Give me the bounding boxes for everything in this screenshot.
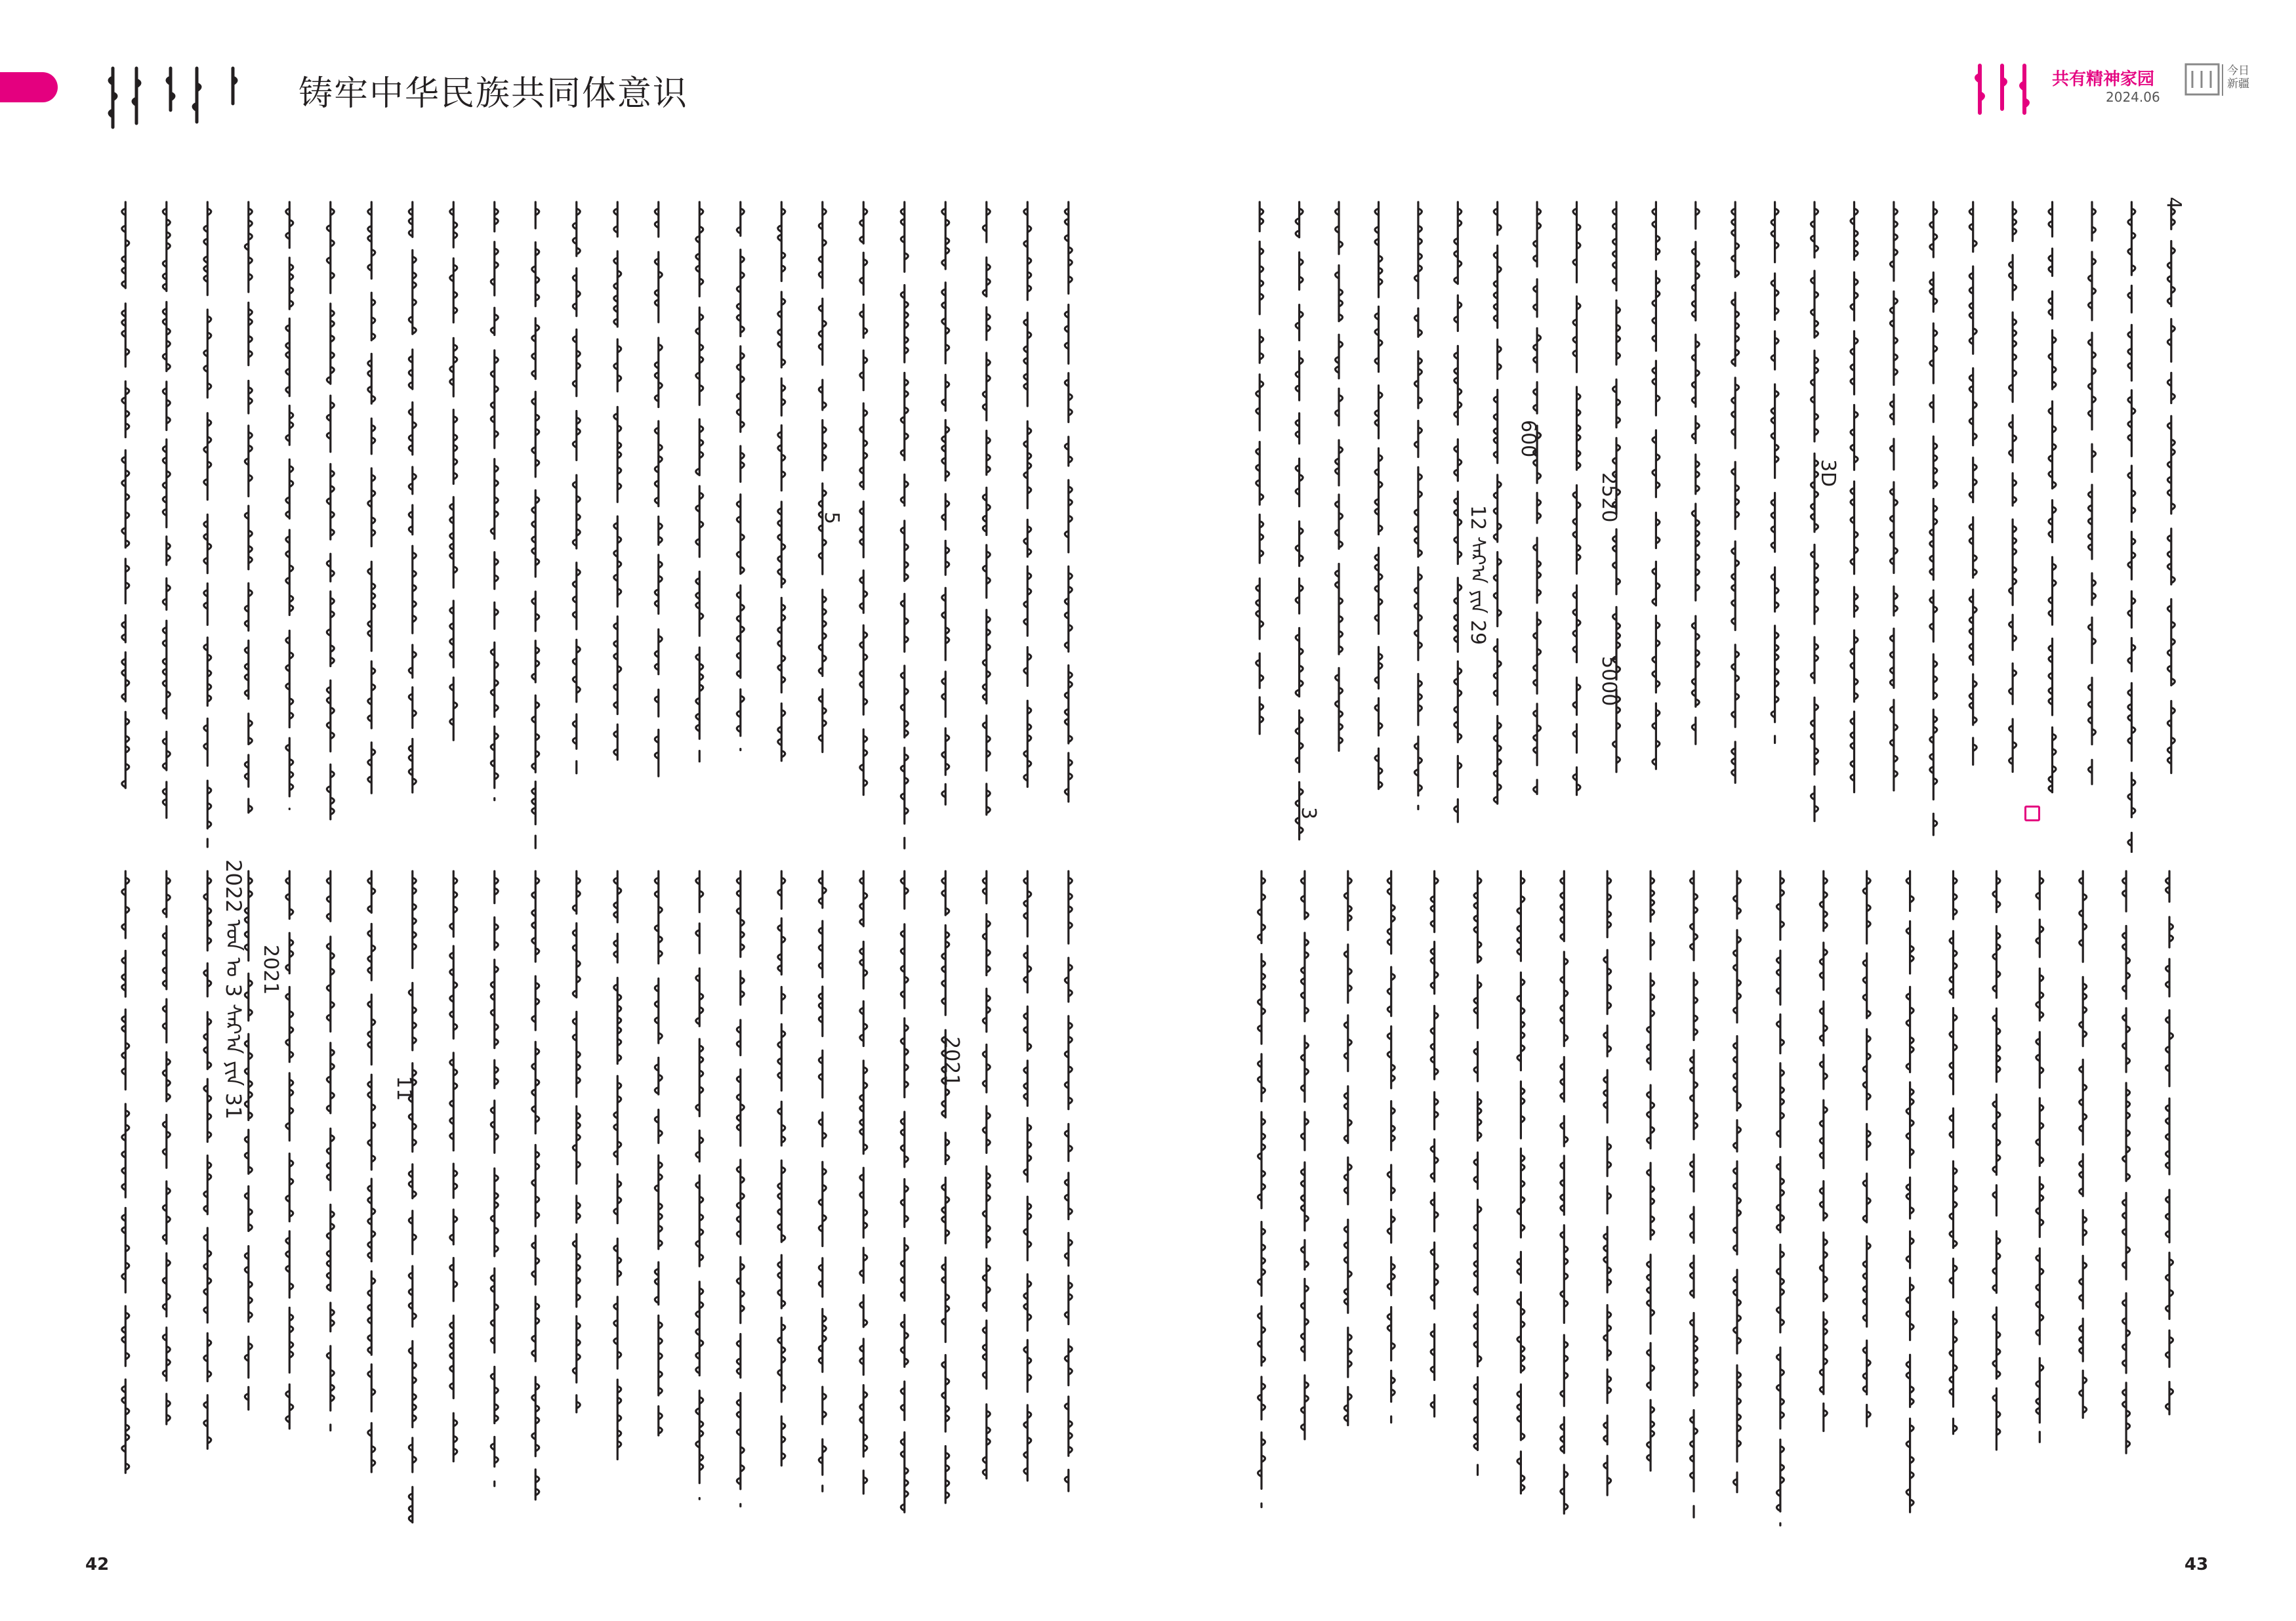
text-column [655, 871, 662, 1435]
text-column [204, 202, 211, 847]
text-column [696, 202, 703, 762]
text-column [1065, 871, 1072, 1491]
text-column [1652, 202, 1660, 769]
text-column [901, 202, 908, 848]
right-page-lower-text [1240, 866, 2191, 1529]
text-column [1534, 202, 1541, 794]
text-column [2009, 202, 2017, 772]
text-column [204, 871, 211, 1448]
magazine-section-title: 共有精神家园 [2052, 70, 2155, 89]
text-column [245, 202, 252, 813]
text-column [860, 871, 867, 1494]
text-column [1494, 202, 1501, 804]
page-number-right: 43 [2184, 1555, 2209, 1574]
text-column [1851, 202, 1858, 792]
inline-number-12-29: 12 ᠰᠠᠷ᠎ᠠ ᠶᠢᠨ 29 [1466, 505, 1489, 646]
text-column [942, 871, 949, 1503]
text-column [450, 202, 457, 740]
text-column [1820, 871, 1827, 1431]
text-column [1969, 202, 1977, 765]
text-column [983, 871, 990, 1479]
text-column [532, 871, 539, 1500]
text-column [1771, 202, 1778, 743]
text-column [2089, 202, 2096, 784]
text-column [1344, 871, 1351, 1426]
left-page-lower-text [105, 866, 1089, 1529]
text-column [983, 202, 990, 815]
text-column [942, 202, 949, 804]
text-column [1604, 871, 1611, 1495]
text-column [573, 871, 580, 1412]
text-column [286, 871, 293, 1429]
text-column [2123, 871, 2130, 1453]
text-column [1906, 871, 1914, 1512]
text-column [573, 202, 580, 773]
text-column [1375, 202, 1382, 789]
text-column [696, 871, 703, 1499]
text-column [1950, 871, 1957, 1434]
inline-number-3d: 3D [1816, 459, 1839, 487]
header-mongolian-title [98, 64, 295, 130]
inline-number-600: 600 [1517, 420, 1540, 458]
text-column [368, 202, 375, 793]
text-column [614, 202, 621, 760]
text-column [1863, 871, 1870, 1426]
text-column [1811, 202, 1818, 821]
inline-number-5: 5 [820, 512, 843, 525]
text-column [1024, 202, 1031, 787]
inline-number-2021-b: 2021 [940, 1036, 963, 1087]
text-column [1256, 202, 1263, 734]
section-tab-marker [0, 72, 58, 102]
text-column [327, 202, 334, 819]
inline-number-4: 4 [2162, 197, 2185, 210]
inline-number-2021: 2021 [259, 945, 282, 995]
text-column [2036, 871, 2043, 1442]
text-column [491, 871, 498, 1486]
text-column [327, 871, 334, 1431]
text-column [1387, 871, 1395, 1422]
text-column [491, 202, 498, 800]
inline-number-11: 11 [392, 1076, 415, 1101]
text-column [1732, 202, 1739, 783]
text-column [1065, 202, 1072, 802]
text-column [1573, 202, 1580, 795]
text-column [819, 202, 826, 752]
text-column [614, 871, 621, 1460]
inline-number-3: 3 [1297, 807, 1320, 820]
text-column [1258, 871, 1265, 1507]
text-column [1474, 871, 1481, 1475]
text-column [737, 202, 744, 750]
text-column [737, 871, 744, 1506]
text-column [860, 202, 867, 795]
text-column [1431, 871, 1438, 1416]
text-column [1692, 202, 1699, 744]
text-column [1336, 202, 1343, 750]
magazine-issue: 2024.06 [2106, 89, 2160, 105]
text-column [1734, 871, 1741, 1492]
text-column [1776, 871, 1784, 1525]
text-column [2128, 202, 2135, 852]
text-column [1930, 202, 1937, 835]
text-column [409, 202, 416, 792]
text-column [122, 871, 129, 1473]
text-column [1296, 202, 1303, 840]
inline-number-5000: 5000 [1597, 656, 1620, 707]
magazine-logo-text: 今日 新疆 [2227, 64, 2249, 91]
text-column [778, 202, 785, 761]
brand-mongolian-logo [1968, 63, 2047, 115]
text-column [122, 202, 129, 788]
text-column [2080, 871, 2087, 1418]
text-column [1890, 202, 1897, 790]
text-column [1024, 871, 1031, 1481]
inline-number-2520: 2520 [1597, 472, 1620, 523]
text-column [1647, 871, 1654, 1471]
text-column [2049, 202, 2056, 792]
text-column [901, 871, 908, 1512]
text-column [778, 871, 785, 1466]
text-column [1517, 871, 1525, 1494]
text-column [163, 871, 170, 1424]
article-date: 2022 ᠣᠨ ᠤ 3 ᠰᠠᠷ᠎ᠠ ᠶᠢᠨ 31 [221, 859, 246, 1120]
text-column [819, 871, 826, 1491]
text-column [1691, 871, 1698, 1517]
page-title: 铸牢中华民族共同体意识 [298, 74, 689, 113]
text-column [1414, 202, 1422, 810]
article-end-mark [2024, 806, 2040, 821]
text-column [1993, 871, 2000, 1450]
text-column [2166, 871, 2173, 1414]
page-number-left: 42 [85, 1555, 110, 1574]
text-column [655, 202, 662, 776]
text-column [368, 871, 375, 1472]
text-column [532, 202, 539, 848]
text-column [1301, 871, 1308, 1439]
text-column [1561, 871, 1568, 1513]
text-column [286, 202, 293, 809]
text-column [450, 871, 457, 1462]
text-column [163, 202, 170, 818]
text-column [2167, 202, 2175, 773]
text-column [409, 871, 416, 1523]
magazine-brand-header [1968, 63, 2270, 115]
